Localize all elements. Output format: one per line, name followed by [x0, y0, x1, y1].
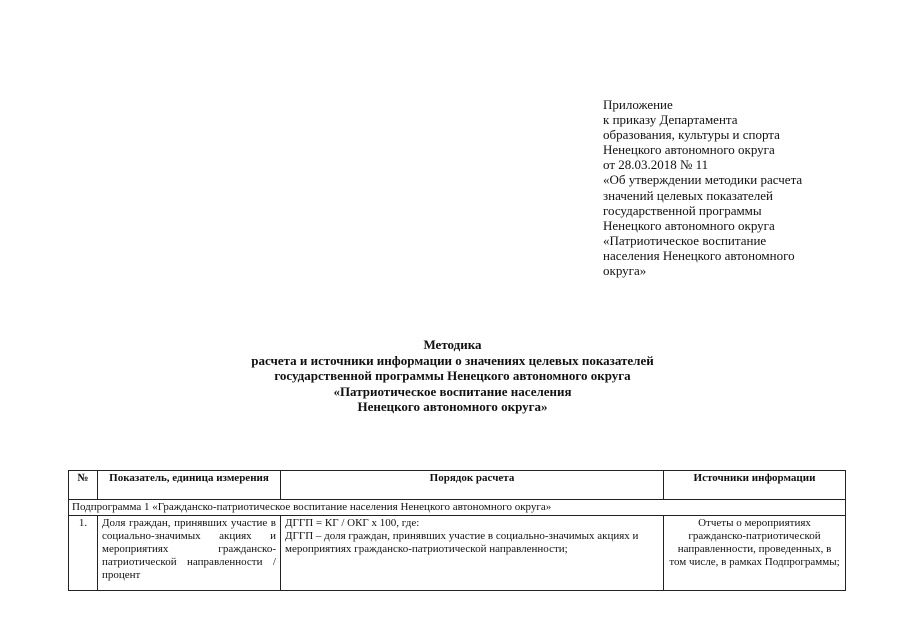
header-source: Источники информации: [664, 471, 846, 500]
appendix-line: «Об утверждении методики расчета: [603, 172, 803, 188]
appendix-line: значений целевых показателей: [603, 187, 773, 203]
appendix-line: к приказу Департамента: [603, 112, 738, 128]
title-line: государственной программы Ненецкого автономного округа: [274, 368, 631, 384]
appendix-line: государственной программы: [603, 202, 762, 218]
appendix-line: «Патриотическое воспитание: [603, 232, 767, 248]
title-line: Методика: [423, 337, 482, 352]
row-num: 1.: [69, 516, 98, 591]
header-num: №: [69, 471, 98, 500]
indicators-table: [68, 470, 846, 591]
appendix-line: округа»: [603, 263, 647, 279]
row-calc: [281, 516, 664, 591]
appendix-line: населения Ненецкого автономного: [603, 247, 795, 263]
row-source: Отчеты о мероприятиях гражданско-патриотической направленности, проведенных, в том числе, в рамках Подпрограммы;: [664, 516, 846, 591]
header-calc: Порядок расчета: [281, 471, 664, 500]
appendix-line: Ненецкого автономного округа: [603, 142, 775, 158]
title-line: расчета и источники информации о значениях целевых показателей: [251, 352, 654, 368]
title-line: Ненецкого автономного округа»: [357, 399, 548, 415]
appendix-line: Приложение: [603, 97, 673, 112]
appendix-line: Ненецкого автономного округа: [603, 217, 775, 233]
row-formula: ДГГП = КГ / ОКГ х 100, где:: [285, 517, 420, 529]
title-line: «Патриотическое воспитание населения: [333, 383, 572, 399]
row-indicator: Доля граждан, принявших участие в социально-значимых акциях и мероприятиях гражданско-патриотической направленности / процент: [98, 516, 281, 591]
document-title: [0, 337, 905, 415]
table-header-row: [69, 471, 846, 500]
appendix-block: [603, 97, 883, 278]
appendix-line: образования, культуры и спорта: [603, 127, 780, 143]
table-row: [69, 516, 846, 591]
row-calc-desc: ДГГП – доля граждан, принявших участие в социально-значимых акциях и мероприятиях гражданско-патриотической направленности;: [285, 530, 639, 555]
header-indicator: Показатель, единица измерения: [98, 471, 281, 500]
subprogram-title: Подпрограмма 1 «Гражданско-патриотическое воспитание населения Ненецкого автономного округа»: [69, 500, 846, 516]
appendix-line: от 28.03.2018 № 11: [603, 157, 709, 173]
subprogram-row: [69, 500, 846, 516]
